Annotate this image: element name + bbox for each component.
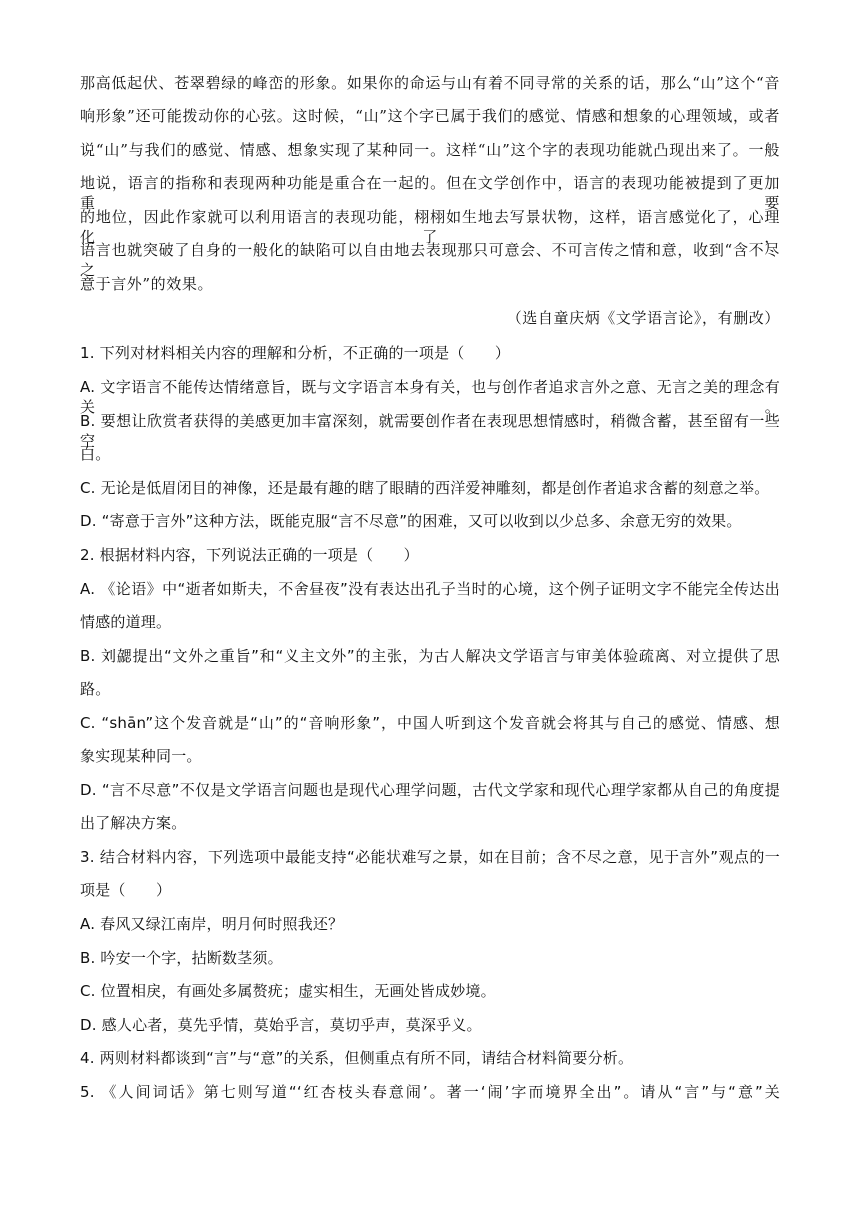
- question-3-cont: 项是（ ）: [80, 881, 172, 899]
- question-3-option-d: D. 感人心者，莫先乎情，莫始乎言，莫切乎声，莫深乎义。: [80, 1016, 482, 1034]
- question-2-option-d: D. “言不尽意”不仅是文学语言问题也是现代心理学问题，古代文学家和现代心理学家都从自己的角度提: [80, 781, 780, 799]
- question-4: 4. 两则材料都谈到“言”与“意”的关系，但侧重点有所不同，请结合材料简要分析。: [80, 1049, 634, 1067]
- question-2-option-c: C. “shān”这个发音就是“山”的“音响形象”，中国人听到这个发音就会将其与自己的感觉、情感、想: [80, 714, 780, 732]
- question-1-option-b: B. 要想让欣赏者获得的美感更加丰富深刻，就需要创作者在表现思想情感时，稍微含蓄，甚至留有一些空: [80, 412, 780, 450]
- passage-line: 意于言外”的效果。: [80, 275, 214, 293]
- question-2-option-a: A. 《论语》中“逝者如斯夫，不舍昼夜”没有表达出孔子当时的心境，这个例子证明文字不能完全传达出: [80, 580, 780, 598]
- question-2-option-d-cont: 出了解决方案。: [80, 814, 187, 832]
- question-1-option-b-cont: 白。: [80, 445, 111, 463]
- question-3-option-c: C. 位置相戾，有画处多属赘疣；虚实相生，无画处皆成妙境。: [80, 982, 496, 1000]
- question-2-option-b: B. 刘勰提出“文外之重旨”和“义主文外”的主张，为古人解决文学语言与审美体验疏离、对立提供了思: [80, 647, 780, 665]
- passage-line: 响形象”还可能拨动你的心弦。这时候，“山”这个字已属于我们的感觉、情感和想象的心理领域，或者: [80, 107, 780, 125]
- question-2: 2. 根据材料内容，下列说法正确的一项是（ ）: [80, 546, 419, 564]
- passage-line: 语言也就突破了自身的一般化的缺陷可以自由地去表现那只可意会、不可言传之情和意，收到“含不尽之: [80, 241, 780, 279]
- question-1: 1. 下列对材料相关内容的理解和分析，不正确的一项是（ ）: [80, 344, 511, 362]
- question-1-option-a: A. 文字语言不能传达情绪意旨，既与文字语言本身有关，也与创作者追求言外之意、无言之美的理念有关。: [80, 378, 780, 416]
- question-2-option-b-cont: 路。: [80, 680, 111, 698]
- question-3: 3. 结合材料内容，下列选项中最能支持“必能状难写之景，如在目前；含不尽之意，见于言外”观点的一: [80, 848, 780, 866]
- question-1-option-c: C. 无论是低眉闭目的神像，还是最有趣的瞎了眼睛的西洋爱神雕刻，都是创作者追求含蓄的刻意之举。: [80, 479, 770, 497]
- passage-line: 那高低起伏、苍翠碧绿的峰峦的形象。如果你的命运与山有着不同寻常的关系的话，那么“山”这个“音: [80, 74, 780, 92]
- question-3-option-b: B. 吟安一个字，拈断数茎须。: [80, 949, 283, 967]
- question-2-option-a-cont: 情感的道理。: [80, 613, 172, 631]
- passage-source: （选自童庆炳《文学语言论》，有删改）: [506, 309, 780, 327]
- passage-line: 的地位，因此作家就可以利用语言的表现功能，栩栩如生地去写景状物，这样，语言感觉化了，心理化了，: [80, 208, 780, 246]
- passage-line: 说“山”与我们的感觉、情感、想象实现了某种同一。这样“山”这个字的表现功能就凸现出来了。一般: [80, 141, 780, 159]
- question-5: 5. 《人间词话》第七则写道“‘红杏枝头春意闹’。著一‘闹’字而境界全出”。请从“言”与“意”关: [80, 1083, 780, 1101]
- question-1-option-d: D. “寄意于言外”这种方法，既能克服“言不尽意”的困难，又可以收到以少总多、余意无穷的效果。: [80, 512, 742, 530]
- passage-line: 地说，语言的指称和表现两种功能是重合在一起的。但在文学创作中，语言的表现功能被提到了更加重要: [80, 174, 780, 212]
- question-2-option-c-cont: 象实现某种同一。: [80, 747, 202, 765]
- question-3-option-a: A. 春风又绿江南岸，明月何时照我还？: [80, 915, 344, 933]
